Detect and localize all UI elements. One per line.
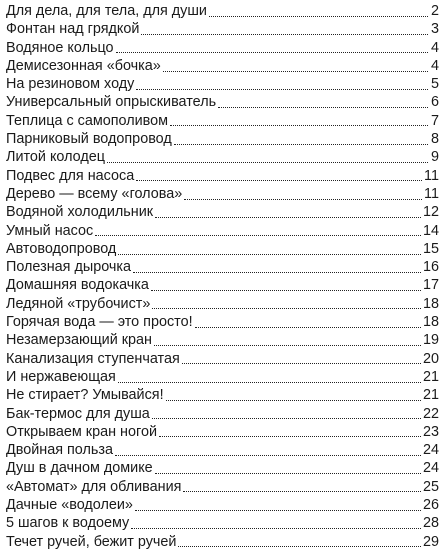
toc-entry-page: 21 bbox=[422, 387, 439, 404]
toc-entry[interactable] bbox=[6, 386, 439, 404]
toc-entry-page: 21 bbox=[422, 368, 439, 385]
toc-leader-dots bbox=[136, 89, 428, 90]
toc-entry-title: На резиновом ходу bbox=[6, 76, 135, 93]
toc-leader-dots bbox=[131, 528, 421, 529]
toc-entry[interactable] bbox=[6, 148, 439, 166]
toc-entry-page: 18 bbox=[422, 295, 439, 312]
toc-entry-title: Не стирает? Умывайся! bbox=[6, 387, 164, 404]
toc-leader-dots bbox=[135, 510, 421, 511]
toc-entry[interactable] bbox=[6, 331, 439, 349]
toc-entry-page: 5 bbox=[430, 76, 439, 93]
toc-entry-page: 26 bbox=[422, 497, 439, 514]
toc-entry[interactable] bbox=[6, 258, 439, 276]
toc-entry-title: «Автомат» для обливания bbox=[6, 478, 182, 495]
toc-entry[interactable] bbox=[6, 478, 439, 496]
toc-entry-page: 8 bbox=[430, 131, 439, 148]
toc-entry[interactable] bbox=[6, 57, 439, 75]
toc-entry-page: 12 bbox=[422, 204, 439, 221]
toc-entry[interactable] bbox=[6, 514, 439, 532]
toc-entry-title: Парниковый водопровод bbox=[6, 131, 172, 148]
toc-entry[interactable] bbox=[6, 459, 439, 477]
toc-entry-title: Для дела, для тела, для души bbox=[6, 3, 207, 19]
toc-entry[interactable] bbox=[6, 276, 439, 294]
toc-entry[interactable] bbox=[6, 93, 439, 111]
toc-entry-title: Водяное кольцо bbox=[6, 39, 114, 56]
toc-leader-dots bbox=[174, 144, 428, 145]
toc-entry[interactable] bbox=[6, 423, 439, 441]
toc-entry-title: Литой колодец bbox=[6, 149, 105, 166]
toc-entry[interactable] bbox=[6, 20, 439, 38]
toc-entry-title: Душ в дачном домике bbox=[6, 460, 153, 477]
toc-leader-dots bbox=[154, 345, 421, 346]
toc-leader-dots bbox=[195, 327, 421, 328]
toc-entry-title: Фонтан над грядкой bbox=[6, 21, 140, 38]
toc-entry[interactable] bbox=[6, 405, 439, 423]
toc-entry[interactable] bbox=[6, 112, 439, 130]
toc-leader-dots bbox=[133, 272, 421, 273]
table-of-contents bbox=[6, 2, 439, 551]
toc-entry[interactable] bbox=[6, 295, 439, 313]
toc-leader-dots bbox=[163, 71, 428, 72]
toc-entry-title: Незамерзающий кран bbox=[6, 332, 152, 349]
toc-entry-page: 16 bbox=[422, 259, 439, 276]
toc-entry-title: Ледяной «трубочист» bbox=[6, 295, 151, 312]
toc-entry-page: 18 bbox=[422, 314, 439, 331]
toc-leader-dots bbox=[118, 382, 421, 383]
toc-entry-title: Течет ручей, бежит ручей bbox=[6, 533, 177, 550]
toc-entry-title: Автоводопровод bbox=[6, 240, 117, 257]
toc-entry-page: 9 bbox=[430, 149, 439, 166]
toc-leader-dots bbox=[155, 217, 421, 218]
toc-entry-title: Дерево — всему «голова» bbox=[6, 185, 183, 202]
toc-leader-dots bbox=[136, 180, 422, 181]
toc-entry-page: 28 bbox=[422, 515, 439, 532]
toc-entry-title: Домашняя водокачка bbox=[6, 277, 149, 294]
toc-leader-dots bbox=[166, 400, 421, 401]
toc-entry-page: 7 bbox=[430, 112, 439, 129]
toc-leader-dots bbox=[107, 162, 428, 163]
toc-entry-title: Бак-термос для душа bbox=[6, 405, 150, 422]
toc-entry[interactable] bbox=[6, 350, 439, 368]
toc-entry-page: 19 bbox=[422, 332, 439, 349]
toc-entry-page: 24 bbox=[422, 442, 439, 459]
toc-entry[interactable] bbox=[6, 185, 439, 203]
toc-entry-title: Полезная дырочка bbox=[6, 259, 131, 276]
toc-entry-title: Канализация ступенчатая bbox=[6, 350, 180, 367]
toc-entry-page: 4 bbox=[430, 39, 439, 56]
toc-leader-dots bbox=[155, 473, 421, 474]
toc-leader-dots bbox=[152, 308, 421, 309]
toc-entry-page: 4 bbox=[430, 57, 439, 74]
toc-entry-page: 11 bbox=[424, 167, 439, 184]
toc-entry-title: Двойная польза bbox=[6, 442, 113, 459]
toc-leader-dots bbox=[95, 235, 421, 236]
toc-leader-dots bbox=[116, 52, 428, 53]
toc-entry-page: 23 bbox=[422, 423, 439, 440]
toc-entry-title: Универсальный опрыскиватель bbox=[6, 94, 217, 111]
toc-entry-title: Умный насос bbox=[6, 222, 94, 239]
toc-entry[interactable] bbox=[6, 167, 439, 185]
toc-entry-page: 15 bbox=[422, 240, 439, 257]
toc-entry[interactable] bbox=[6, 368, 439, 386]
toc-entry-title: 5 шагов к водоему bbox=[6, 515, 130, 532]
toc-entry-page: 22 bbox=[422, 405, 439, 422]
toc-entry-title: Демисезонная «бочка» bbox=[6, 57, 161, 74]
toc-entry-title: Горячая вода — это просто! bbox=[6, 314, 193, 331]
toc-entry[interactable] bbox=[6, 313, 439, 331]
toc-entry-page: 24 bbox=[422, 460, 439, 477]
toc-entry[interactable] bbox=[6, 441, 439, 459]
toc-entry-page: 17 bbox=[422, 277, 439, 294]
toc-entry-page: 3 bbox=[430, 21, 439, 38]
toc-entry[interactable] bbox=[6, 39, 439, 57]
toc-entry-page: 11 bbox=[424, 185, 439, 202]
toc-entry[interactable] bbox=[6, 496, 439, 514]
toc-entry-page: 14 bbox=[422, 222, 439, 239]
toc-leader-dots bbox=[118, 254, 421, 255]
toc-leader-dots bbox=[184, 199, 422, 200]
toc-leader-dots bbox=[151, 290, 421, 291]
toc-entry[interactable] bbox=[6, 2, 439, 20]
toc-entry[interactable] bbox=[6, 130, 439, 148]
toc-leader-dots bbox=[209, 16, 428, 17]
toc-leader-dots bbox=[182, 363, 421, 364]
toc-entry-title: И нержавеющая bbox=[6, 368, 116, 385]
toc-entry-page: 2 bbox=[430, 3, 439, 19]
toc-entry[interactable] bbox=[6, 203, 439, 221]
toc-leader-dots bbox=[183, 491, 421, 492]
toc-leader-dots bbox=[159, 436, 421, 437]
toc-entry-page: 25 bbox=[422, 478, 439, 495]
toc-leader-dots bbox=[115, 455, 421, 456]
toc-entry-page: 20 bbox=[422, 350, 439, 367]
toc-entry[interactable] bbox=[6, 240, 439, 258]
toc-entry-page: 6 bbox=[430, 94, 439, 111]
toc-entry-title: Теплица с самополивом bbox=[6, 112, 169, 129]
toc-entry-title: Дачные «водолеи» bbox=[6, 497, 133, 514]
toc-leader-dots bbox=[170, 125, 428, 126]
toc-entry-title: Открываем кран ногой bbox=[6, 423, 157, 440]
toc-leader-dots bbox=[141, 34, 428, 35]
toc-leader-dots bbox=[218, 107, 428, 108]
toc-entry[interactable] bbox=[6, 533, 439, 551]
toc-leader-dots bbox=[178, 546, 421, 547]
toc-leader-dots bbox=[152, 418, 421, 419]
toc-entry[interactable] bbox=[6, 222, 439, 240]
toc-entry-title: Подвес для насоса bbox=[6, 167, 135, 184]
toc-entry-page: 29 bbox=[422, 533, 439, 550]
toc-entry[interactable] bbox=[6, 75, 439, 93]
toc-entry-title: Водяной холодильник bbox=[6, 204, 154, 221]
